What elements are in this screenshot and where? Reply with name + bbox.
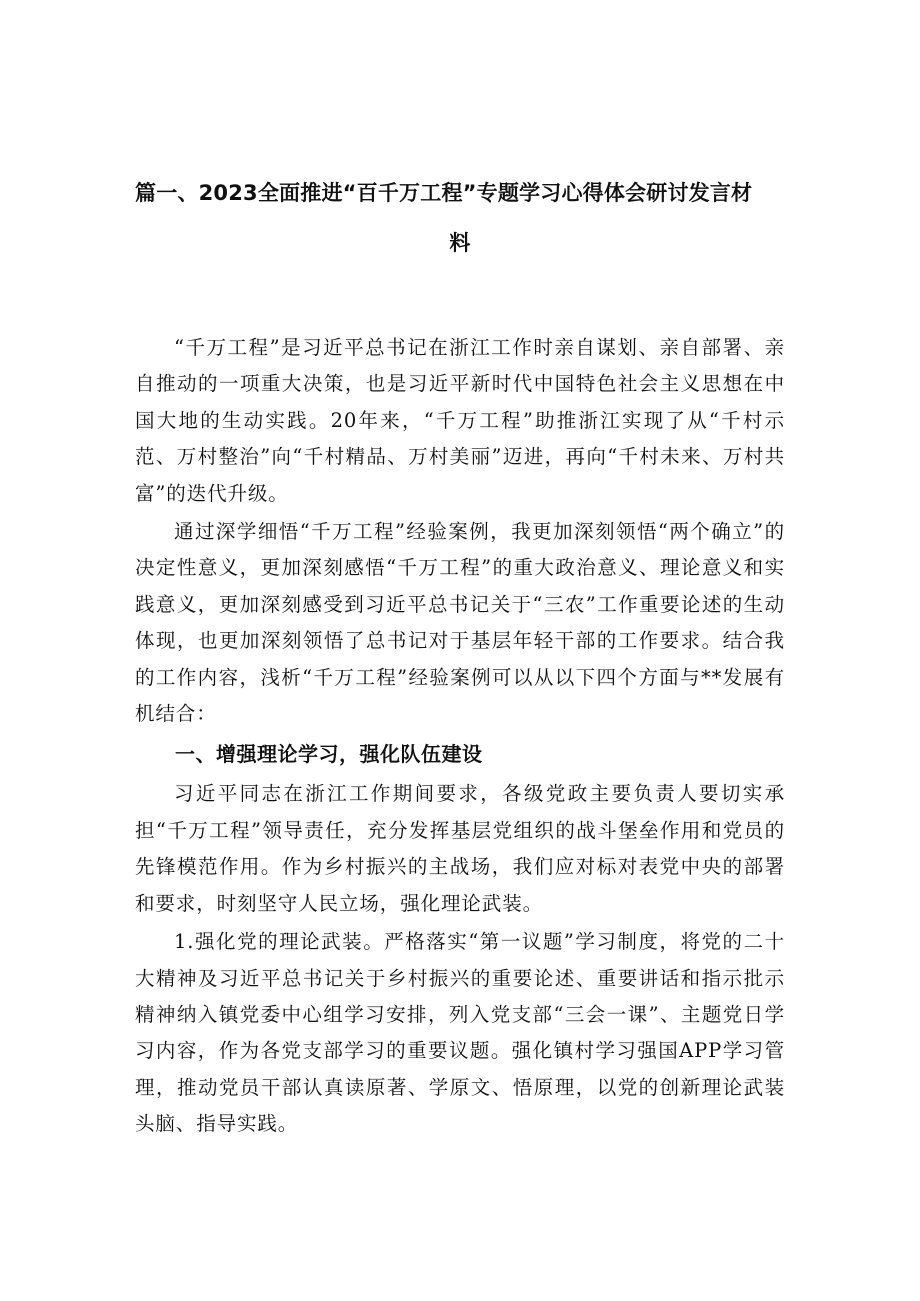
document-title-line-2: 料 [449,231,471,255]
section-heading-1: 一、增强理论学习，强化队伍建设 [175,742,483,767]
document-body [135,330,785,1143]
document-title [135,168,785,268]
section-1-paragraph-1: 习近平同志在浙江工作期间要求，各级党政主要负责人要切实承担“千万工程”领导责任，充分发挥基层党组织的战斗堡垒作用和党员的先锋模范作用。作为乡村振兴的主战场，我们应对标对表党中央的部署和要求，时刻坚守人民立场，强化理论武装。 [135,782,785,915]
intro-paragraph: “千万工程”是习近平总书记在浙江工作时亲自谋划、亲自部署、亲自推动的一项重大决策，也是习近平新时代中国特色社会主义思想在中国大地的生动实践。20年来，“千万工程”助推浙江实现了从“千村示范、万村整治”向“千村精品、万村美丽”迈进，再向“千村未来、万村共富”的迭代升级。 [135,336,785,505]
document-title-line-1: 篇一、2023全面推进“百千万工程”专题学习心得体会研讨发言材 [135,181,753,205]
overview-paragraph: 通过深学细悟“千万工程”经验案例，我更加深刻领悟“两个确立”的决定性意义，更加深刻感悟“千万工程”的重大政治意义、理论意义和实践意义，更加深刻感受到习近平总书记关于“三农”工作重要论述的生动体现，也更加深刻领悟了总书记对于基层年轻干部的工作要求。结合我的工作内容，浅析“千万工程”经验案例可以从以下四个方面与**发展有机结合： [135,520,785,726]
section-1-paragraph-2: 1.强化党的理论武装。严格落实“第一议题”学习制度，将党的二十大精神及习近平总书记关于乡村振兴的重要论述、重要讲话和指示批示精神纳入镇党委中心组学习安排，列入党支部“三会一课”、主题党日学习内容，作为各党支部学习的重要议题。强化镇村学习强国APP学习管理，推动党员干部认真读原著、学原文、悟原理，以党的创新理论武装头脑、指导实践。 [135,930,785,1136]
